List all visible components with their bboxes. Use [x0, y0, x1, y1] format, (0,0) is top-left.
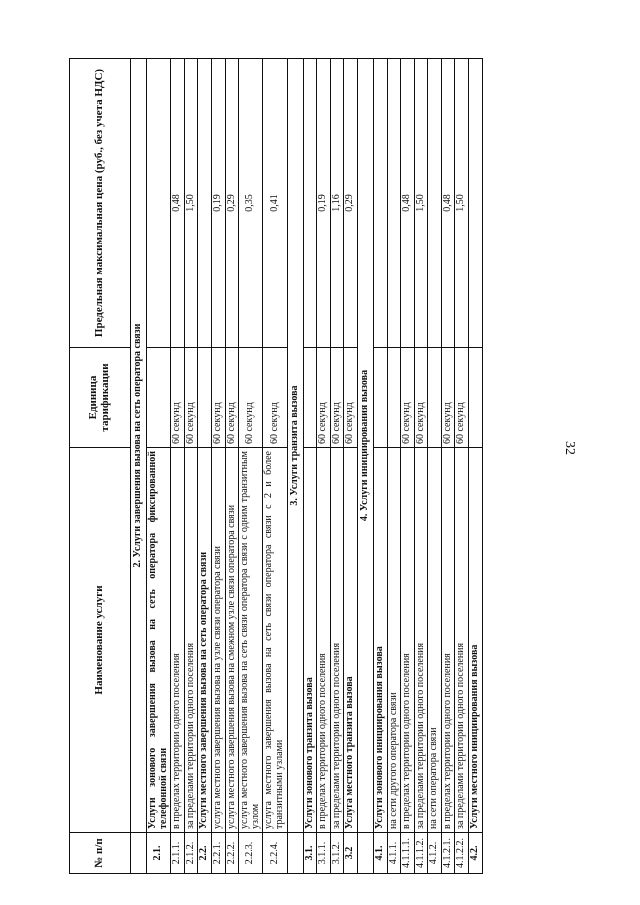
billing-unit — [373, 348, 387, 448]
row-number: 3.2 — [344, 833, 358, 874]
service-name: в пределах территории одного поселения — [317, 448, 331, 833]
max-price: 0,19 — [211, 59, 225, 348]
row-number: 2.2.4. — [263, 833, 287, 874]
table-row — [239, 59, 263, 874]
section-title: 3. Услуги транзита вызова — [287, 59, 303, 833]
billing-unit: 60 секунд — [211, 348, 225, 448]
service-name: в пределах территории одного поселения — [171, 448, 185, 833]
service-name: на сети оператора связи — [428, 448, 442, 833]
table-row — [401, 59, 415, 874]
table-row — [469, 59, 483, 874]
table-row — [414, 59, 428, 874]
header-number: № п/п — [70, 833, 131, 874]
service-name: в пределах территории одного поселения — [401, 448, 415, 833]
max-price — [373, 59, 387, 348]
max-price — [198, 59, 212, 348]
tariff-table — [69, 58, 483, 874]
section-header-row — [131, 59, 147, 874]
table-row — [373, 59, 387, 874]
billing-unit: 60 секунд — [184, 348, 198, 448]
service-name: услуга местного завершения вызова на сеть связи оператора связи с одним транзитным узлом — [239, 448, 263, 833]
max-price — [428, 59, 442, 348]
table-row — [184, 59, 198, 874]
row-number: 2.2.2. — [225, 833, 239, 874]
billing-unit: 60 секунд — [441, 348, 455, 448]
max-price: 0,48 — [401, 59, 415, 348]
row-number: 4.1.1.1. — [401, 833, 415, 874]
row-number: 2.1.1. — [171, 833, 185, 874]
service-name: Услуги зонового завершения вызова на сеть оператора фиксированной телефонной связи — [147, 448, 171, 833]
row-number: 4.1.2.2. — [455, 833, 469, 874]
section-number-cell — [357, 833, 373, 874]
row-number: 2.2.3. — [239, 833, 263, 874]
row-number: 2.2. — [198, 833, 212, 874]
billing-unit — [469, 348, 483, 448]
table-row — [330, 59, 344, 874]
table-row — [147, 59, 171, 874]
service-name: Услуга местного транзита вызова — [344, 448, 358, 833]
row-number: 3.1.2. — [330, 833, 344, 874]
max-price: 1,50 — [455, 59, 469, 348]
table-row — [344, 59, 358, 874]
header-service-name: Наименование услуги — [70, 448, 131, 833]
billing-unit — [198, 348, 212, 448]
header-max-price: Предельная максимальная цена (руб., без учета НДС) — [70, 59, 131, 348]
table-header-row — [70, 59, 131, 874]
table-row — [171, 59, 185, 874]
row-number: 4.1.1. — [387, 833, 401, 874]
max-price: 1,16 — [330, 59, 344, 348]
table-row — [317, 59, 331, 874]
billing-unit: 60 секунд — [330, 348, 344, 448]
service-name: за пределами территории одного поселения — [184, 448, 198, 833]
service-name: на сети другого оператора связи — [387, 448, 401, 833]
billing-unit — [147, 348, 171, 448]
service-name: Услуги местного завершения вызова на сеть оператора связи — [198, 448, 212, 833]
max-price: 0,29 — [344, 59, 358, 348]
table-row — [263, 59, 287, 874]
max-price: 0,48 — [441, 59, 455, 348]
row-number: 4.2. — [469, 833, 483, 874]
billing-unit: 60 секунд — [317, 348, 331, 448]
service-name: за пределами территории одного поселения — [414, 448, 428, 833]
max-price: 1,50 — [184, 59, 198, 348]
billing-unit: 60 секунд — [225, 348, 239, 448]
service-name: в пределах территории одного поселения — [441, 448, 455, 833]
service-name: Услуги местного инициирования вызова — [469, 448, 483, 833]
header-billing-unit: Единица тарификации — [70, 348, 131, 448]
billing-unit: 60 секунд — [263, 348, 287, 448]
billing-unit: 60 секунд — [171, 348, 185, 448]
table-row — [225, 59, 239, 874]
page-number: 32 — [562, 441, 577, 455]
row-number: 3.1.1. — [317, 833, 331, 874]
section-title: 4. Услуги инициирования вызова — [357, 59, 373, 833]
table-row — [441, 59, 455, 874]
service-name: за пределами территории одного поселения — [455, 448, 469, 833]
service-name: услуга местного завершения вызова на сеть связи оператора связи с 2 и более транзитными узлами — [263, 448, 287, 833]
service-name: услуга местного завершения вызова на смежном узле связи оператора связи — [225, 448, 239, 833]
section-number-cell — [131, 833, 147, 874]
max-price — [469, 59, 483, 348]
row-number: 3.1. — [303, 833, 317, 874]
max-price — [387, 59, 401, 348]
row-number: 2.1.2. — [184, 833, 198, 874]
table-row — [303, 59, 317, 874]
service-name: за пределами территории одного поселения — [330, 448, 344, 833]
section-title: 2. Услуги завершения вызова на сеть оператора связи — [131, 59, 147, 833]
row-number: 2.1. — [147, 833, 171, 874]
service-name: Услуги зонового инициирования вызова — [373, 448, 387, 833]
row-number: 4.1. — [373, 833, 387, 874]
max-price: 0,19 — [317, 59, 331, 348]
table-row — [455, 59, 469, 874]
table-row — [211, 59, 225, 874]
billing-unit: 60 секунд — [414, 348, 428, 448]
table-row — [428, 59, 442, 874]
billing-unit: 60 секунд — [239, 348, 263, 448]
row-number: 4.1.1.2. — [414, 833, 428, 874]
max-price — [147, 59, 171, 348]
billing-unit — [303, 348, 317, 448]
table-row — [198, 59, 212, 874]
billing-unit: 60 секунд — [401, 348, 415, 448]
row-number: 2.2.1. — [211, 833, 225, 874]
max-price — [303, 59, 317, 348]
service-name: Услуги зонового транзита вызова — [303, 448, 317, 833]
max-price: 0,35 — [239, 59, 263, 348]
row-number: 4.1.2. — [428, 833, 442, 874]
section-header-row — [287, 59, 303, 874]
table-body — [131, 59, 483, 874]
row-number: 4.1.2.1. — [441, 833, 455, 874]
service-name: услуга местного завершения вызова на узле связи оператора связи — [211, 448, 225, 833]
section-header-row — [357, 59, 373, 874]
section-number-cell — [287, 833, 303, 874]
max-price: 0,48 — [171, 59, 185, 348]
billing-unit: 60 секунд — [344, 348, 358, 448]
max-price: 0,41 — [263, 59, 287, 348]
billing-unit: 60 секунд — [455, 348, 469, 448]
max-price: 1,50 — [414, 59, 428, 348]
max-price: 0,29 — [225, 59, 239, 348]
billing-unit — [428, 348, 442, 448]
rotated-page-content — [69, 59, 588, 874]
billing-unit — [387, 348, 401, 448]
table-row — [387, 59, 401, 874]
